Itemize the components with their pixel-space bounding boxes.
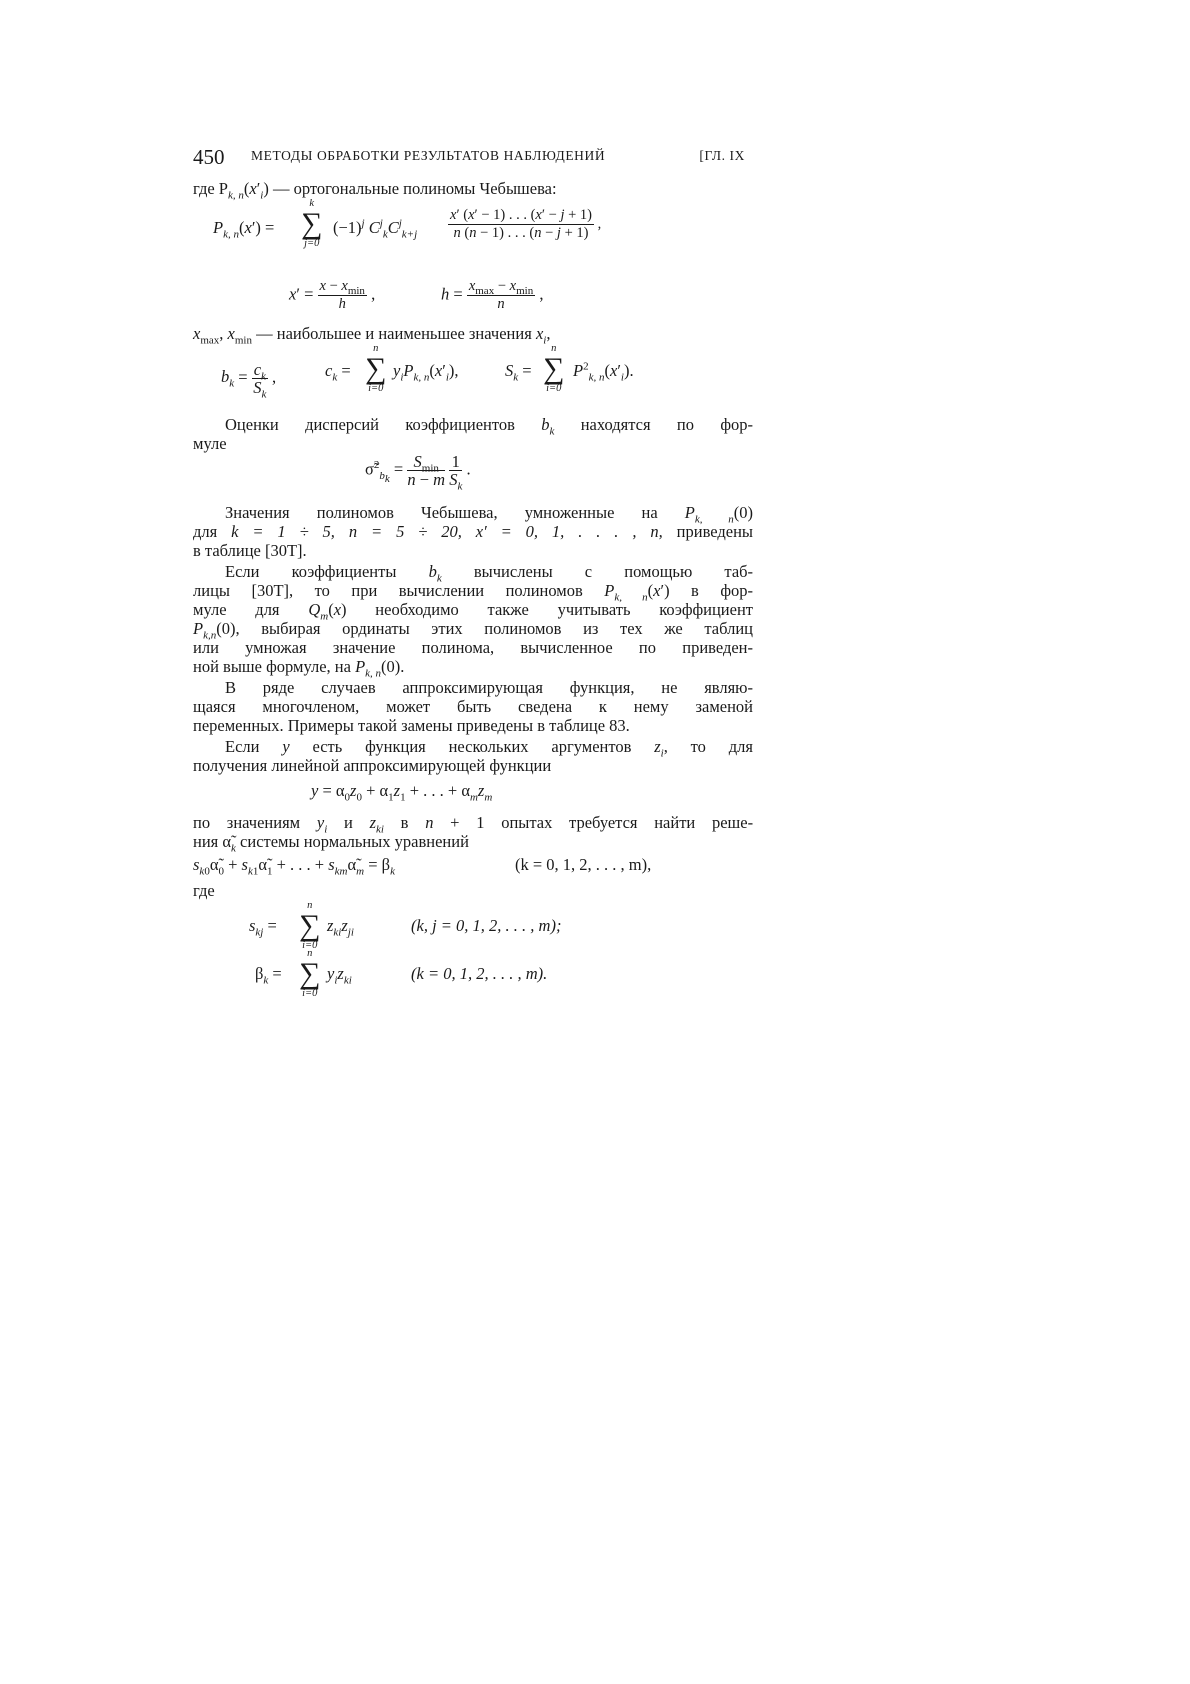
para-if-1: Если коэффициенты $b_k$ вычислены с помощью таб- (225, 562, 754, 585)
para-if-3: муле для $Q_m(x)$ необходимо также учитывать коэффициент (193, 600, 754, 623)
para-multi-1: Если y есть функция нескольких аргументов $z_i$, то для (225, 737, 753, 760)
para-values-2: для k = 1 ÷ 5, n = 5 ÷ 20, x′ = 0, 1, . . . , n, приведены (193, 522, 754, 541)
page-number: 450 (193, 145, 225, 169)
extremes-line: $x_{max}$, $x_{min}$ — наибольшее и наименьшее значения $x_i$, (193, 324, 551, 347)
para-if-6: ной выше формуле, на $P_{k, n}(0)$. (193, 657, 405, 680)
formula-linear: $y = \alpha_0z_0 + \alpha_1z_1$ + . . . + $\alpha_mz_m$ (311, 781, 493, 804)
formula-beta-k: $\beta_k$ = n ∑ i=0 $y_iz_{ki}$ (k = 0, 1, 2, . . . , m). (255, 948, 548, 999)
formula-normal-eq: $s_{k0}\alphã_0$ + $s_{k1}\alphã_1$ + . . . + $s_{km}\alphã_m = \beta_k$ (k = 0, 1, 2, . . . , m), (193, 855, 652, 878)
page-header (193, 145, 753, 173)
para-vals-1: по значениям $y_i$ и $z_{ki}$ в n + 1 опытах требуется найти реше- (193, 813, 754, 836)
para-row-2: щаяся многочленом, может быть сведена к нему заменой (193, 697, 753, 716)
running-title: МЕТОДЫ ОБРАБОТКИ РЕЗУЛЬТАТОВ НАБЛЮДЕНИЙ (251, 148, 606, 163)
formula-s-kj: $s_{kj}$ = n ∑ i=0 $z_{ki}z_{ji}$ (k, j = 0, 1, 2, . . . , m); (249, 900, 562, 951)
para-if-5: или умножая значение полинома, вычисленное по приведен- (193, 638, 753, 657)
formula-chebyshev: $P_{k, n}(x')$ = k ∑ j=0 $(-1)^j$ $C^j_kC^j_{k+j}$ $\frac{x' (x' - 1) . . . (x' - j + 1)}{n (n - 1) . . . (n - j + 1)}$ , (213, 198, 602, 249)
intro-line: где $P_{k, n}(x'_i)$ — ортогональные полиномы Чебышева: (193, 179, 557, 202)
para-estimates-end: муле (193, 434, 227, 453)
formula-coefficients: $b_k$ = $\frac{c_k}{S_k}$ , $c_k$ = n ∑ i=0 $y_iP_{k, n}(x'_i)$, $S_k$ = n ∑ i=0 $P^2_{k, n}(x'_i)$. (221, 343, 634, 401)
para-values-1: Значения полиномов Чебышева, умноженные на $P_{k, n}(0)$ (225, 503, 754, 526)
book-page (193, 145, 754, 999)
para-if-4: $P_{k,n}(0)$, выбирая ординаты этих полиномов из тех же таблиц (193, 619, 753, 642)
chapter-label: [ГЛ. IX (699, 148, 745, 163)
formula-x-h: x′ = $\frac{x - x_{min}}{h}$ , h = $\frac{x_{max} - x_{min}}{n}$ , (289, 278, 544, 312)
para-multi-2: получения линейной аппроксимирующей функции (193, 756, 552, 775)
formula-variance: σ̃$^2_{b_k}$ = $\frac{S_{min}}{n - m}$ $\frac{1}{S_k}$ . (365, 452, 471, 493)
where-line: где (193, 881, 215, 900)
para-row-1: В ряде случаев аппроксимирующая функция, не являю- (225, 678, 753, 697)
para-if-2: лицы [30Т], то при вычислении полиномов $P_{k, n}(x')$ в фор- (193, 581, 754, 604)
para-values-3: в таблице [30Т]. (193, 541, 307, 560)
para-row-3: переменных. Примеры такой замены приведены в таблице 83. (193, 716, 630, 735)
para-vals-2: ния $\alphã_k$ системы нормальных уравнений (193, 832, 469, 855)
para-estimates: Оценки дисперсий коэффициентов $b_k$ находятся по фор- (225, 415, 753, 438)
